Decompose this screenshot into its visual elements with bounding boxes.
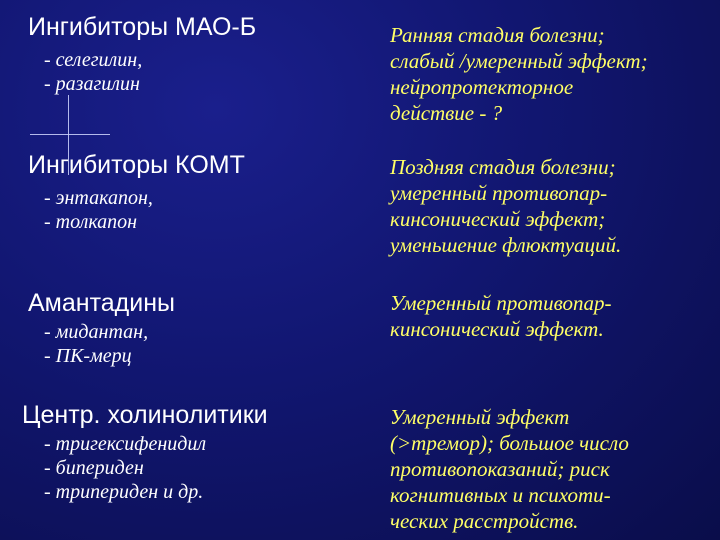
- effect-description: [390, 22, 648, 126]
- effect-line: Умеренный противопар-: [390, 291, 612, 315]
- effect-line: ческих расстройств.: [390, 509, 579, 533]
- drug-item: - разагилин: [44, 73, 140, 95]
- row-heading: Амантадины: [28, 289, 175, 317]
- effect-line: Ранняя стадия болезни;: [390, 23, 605, 47]
- effect-description: [390, 154, 621, 258]
- drug-item: - селегилин,: [44, 49, 143, 71]
- effect-line: (>тремор); большое число: [390, 431, 629, 455]
- drug-list: [44, 48, 142, 96]
- effect-line: кинсонический эффект.: [390, 317, 604, 341]
- effect-line: действие - ?: [390, 101, 503, 125]
- effect-line: противопоказаний; риск: [390, 457, 610, 481]
- drug-item: - энтакапон,: [44, 187, 153, 209]
- effect-line: Поздняя стадия болезни;: [390, 155, 616, 179]
- effect-line: уменьшение флюктуаций.: [390, 233, 622, 257]
- drug-list: [44, 186, 153, 234]
- crosshair-horizontal-line: [30, 134, 110, 135]
- drug-item: - ПК-мерц: [44, 345, 132, 367]
- drug-item: - тригексифенидил: [44, 433, 207, 455]
- effect-line: Умеренный эффект: [390, 405, 570, 429]
- row-heading: Ингибиторы МАО-Б: [28, 13, 257, 41]
- effect-description: [390, 290, 611, 342]
- effect-line: умеренный противопар-: [390, 181, 608, 205]
- drug-item: - толкапон: [44, 211, 138, 233]
- effect-line: нейропротекторное: [390, 75, 574, 99]
- row-heading: Ингибиторы КОМТ: [28, 151, 245, 179]
- effect-line: когнитивных и психоти-: [390, 483, 611, 507]
- drug-item: - трипериден и др.: [44, 481, 204, 503]
- drug-list: [44, 432, 206, 504]
- row-heading: Центр. холинолитики: [22, 401, 268, 429]
- drug-item: - мидантан,: [44, 321, 149, 343]
- effect-line: слабый /умеренный эффект;: [390, 49, 648, 73]
- drug-list: [44, 320, 148, 368]
- drug-item: - бипериден: [44, 457, 144, 479]
- effect-line: кинсонический эффект;: [390, 207, 606, 231]
- effect-description: [390, 404, 629, 534]
